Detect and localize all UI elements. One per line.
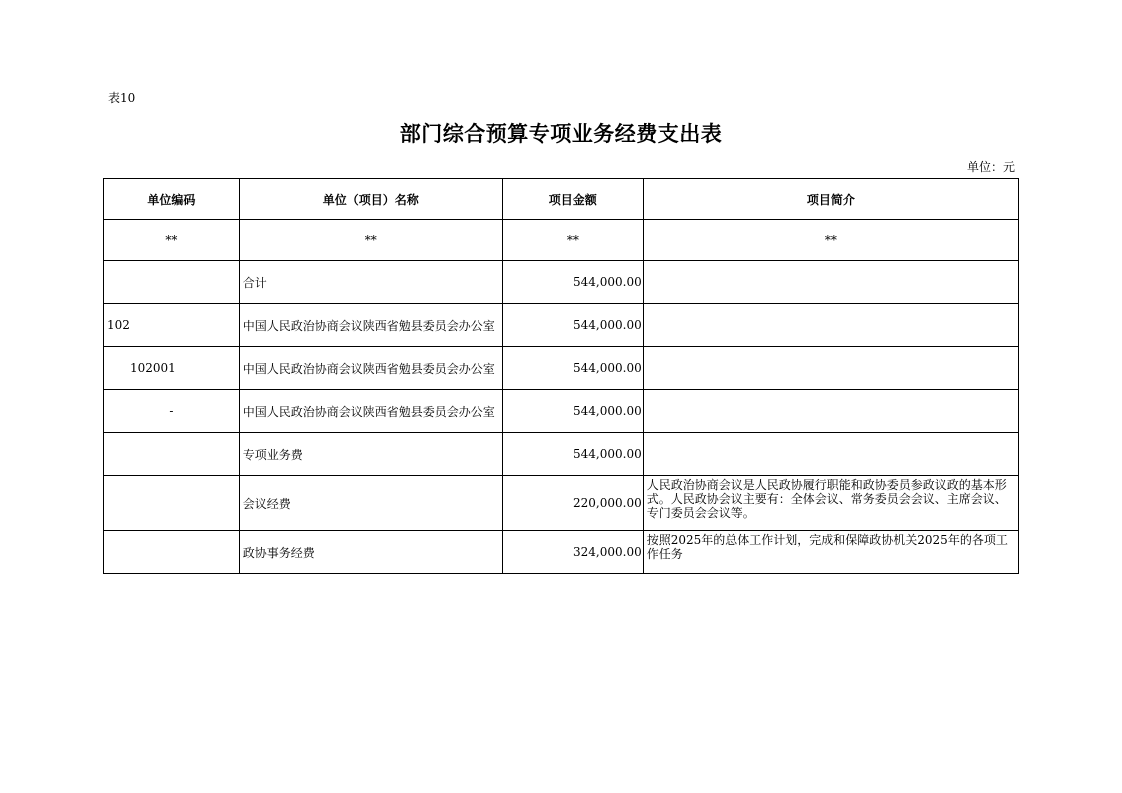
header-description: 项目简介 <box>643 179 1018 220</box>
cell-amount: 544,000.00 <box>502 390 643 433</box>
cell-amount: 544,000.00 <box>502 304 643 347</box>
unit-label: 单位：元 <box>966 160 1015 174</box>
cell-name: 中国人民政治协商会议陕西省勉县委员会办公室 <box>239 347 502 390</box>
document-title: 部门综合预算专项业务经费支出表 <box>399 121 723 146</box>
cell-amount: 324,000.00 <box>502 531 643 574</box>
header-unit-code: 单位编码 <box>104 179 240 220</box>
table-row <box>104 476 1019 531</box>
cell-description: 按照2025年的总体工作计划，完成和保障政协机关2025年的各项工作任务 <box>643 531 1018 574</box>
cell-code: 102001 <box>104 347 240 390</box>
cell-amount: 544,000.00 <box>502 433 643 476</box>
table-row <box>104 531 1019 574</box>
cell-description <box>643 433 1018 476</box>
header-unit-name: 单位（项目）名称 <box>239 179 502 220</box>
star-cell: ** <box>239 220 502 261</box>
cell-code: 102 <box>104 304 240 347</box>
table-row <box>104 261 1019 304</box>
cell-code <box>104 433 240 476</box>
cell-name: 合计 <box>239 261 502 304</box>
header-row <box>104 179 1019 220</box>
table-number-label: 表10 <box>108 91 136 105</box>
cell-description <box>643 261 1018 304</box>
cell-description <box>643 304 1018 347</box>
cell-code <box>104 261 240 304</box>
cell-description <box>643 347 1018 390</box>
cell-description <box>643 390 1018 433</box>
cell-code: - <box>104 390 240 433</box>
star-cell: ** <box>502 220 643 261</box>
table-row <box>104 390 1019 433</box>
cell-code <box>104 476 240 531</box>
cell-code <box>104 531 240 574</box>
cell-amount: 544,000.00 <box>502 261 643 304</box>
cell-amount: 220,000.00 <box>502 476 643 531</box>
cell-name: 专项业务费 <box>239 433 502 476</box>
cell-name: 会议经费 <box>239 476 502 531</box>
cell-name: 政协事务经费 <box>239 531 502 574</box>
table-row <box>104 433 1019 476</box>
cell-description: 人民政治协商会议是人民政协履行职能和政协委员参政议政的基本形式。人民政协会议主要有：全体会议、常务委员会会议、主席会议、专门委员会会议等。 <box>643 476 1018 531</box>
cell-amount: 544,000.00 <box>502 347 643 390</box>
table-row <box>104 347 1019 390</box>
header-amount: 项目金额 <box>502 179 643 220</box>
cell-name: 中国人民政治协商会议陕西省勉县委员会办公室 <box>239 390 502 433</box>
budget-table <box>103 178 1019 574</box>
star-cell: ** <box>643 220 1018 261</box>
star-cell: ** <box>104 220 240 261</box>
table-row <box>104 304 1019 347</box>
cell-name: 中国人民政治协商会议陕西省勉县委员会办公室 <box>239 304 502 347</box>
star-row <box>104 220 1019 261</box>
